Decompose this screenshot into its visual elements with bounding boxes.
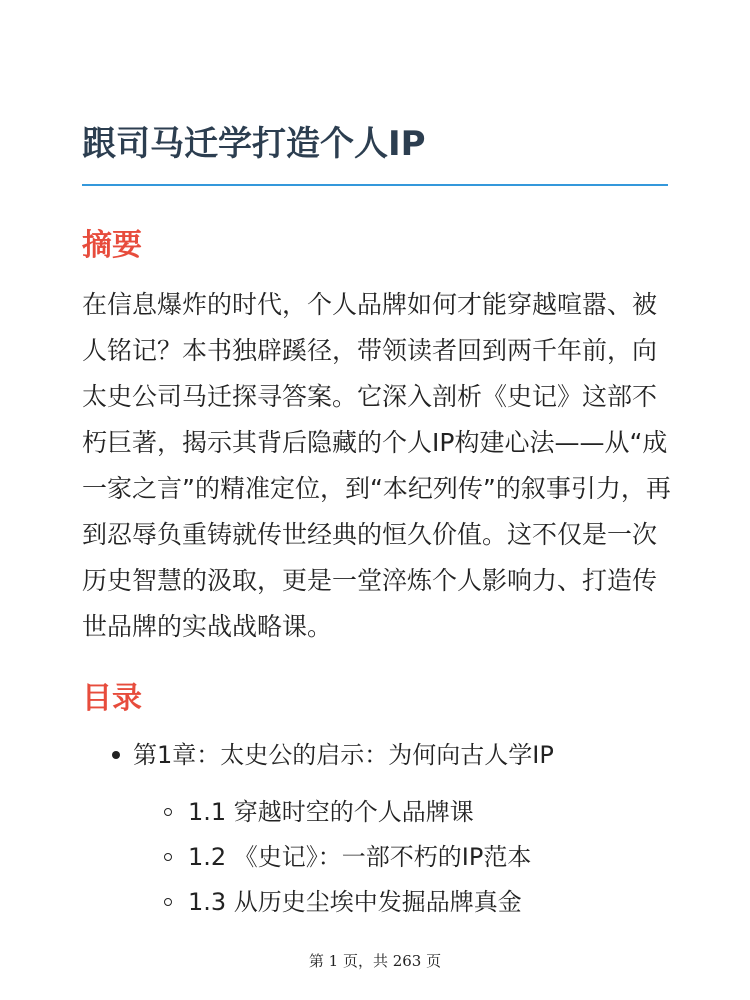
summary-paragraph: 在信息爆炸的时代，个人品牌如何才能穿越喧嚣、被人铭记？本书独辟蹊径，带领读者回到两千年前，向太史公司马迁探寻答案。它深入剖析《史记》这部不朽巨著，揭示其背后隐藏的个人IP构建心法——从“成一家之言”的精准定位，到“本纪列传”的叙事引力，再到忍辱负重铸就传世经典的恒久价值。这不仅是一次历史智慧的汲取，更是一堂淬炼个人影响力、打造传世品牌的实战战略课。 xyxy=(82,290,671,641)
summary-heading: 摘要 xyxy=(82,228,142,263)
toc-section-1-1: 1.1 穿越时空的个人品牌课 xyxy=(188,798,474,826)
circle-bullet-icon xyxy=(164,853,172,861)
title-divider xyxy=(82,184,668,186)
toc-heading: 目录 xyxy=(82,681,142,716)
document-title: 跟司马迁学打造个人IP xyxy=(82,124,426,164)
circle-bullet-icon xyxy=(164,898,172,906)
toc-chapter-1: 第1章：太史公的启示：为何向古人学IP xyxy=(133,741,554,769)
bullet-icon xyxy=(112,751,120,759)
toc-section-1-3: 1.3 从历史尘埃中发掘品牌真金 xyxy=(188,888,522,916)
toc-section-1-2: 1.2 《史记》：一部不朽的IP范本 xyxy=(188,843,532,871)
circle-bullet-icon xyxy=(164,808,172,816)
page-footer: 第 1 页，共 263 页 xyxy=(308,952,442,970)
